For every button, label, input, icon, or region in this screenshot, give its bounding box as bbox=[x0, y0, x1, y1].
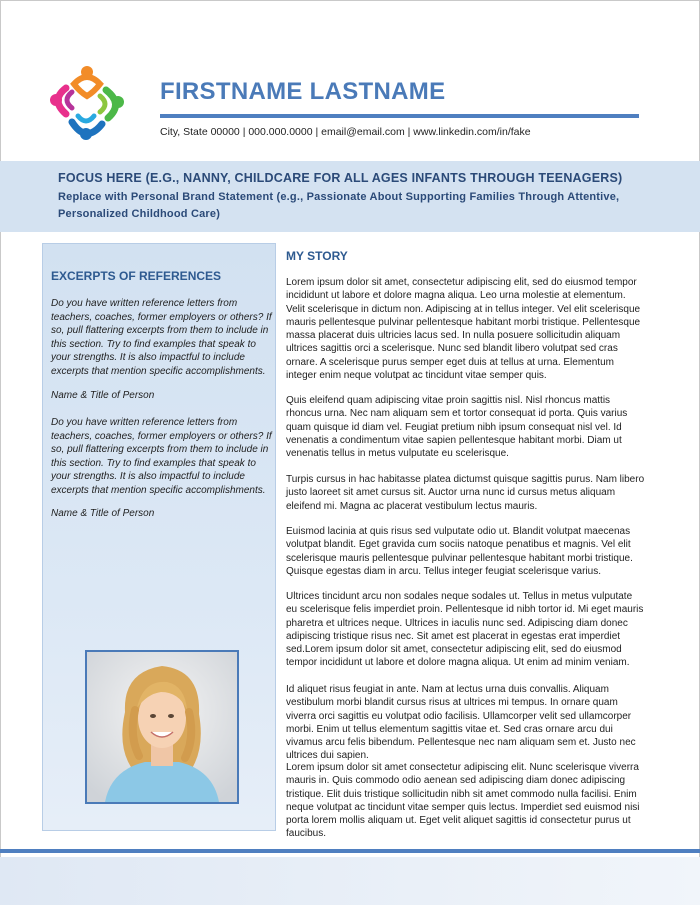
candidate-name: FIRSTNAME LASTNAME bbox=[160, 78, 446, 105]
story-paragraph: Lorem ipsum dolor sit amet, consectetur adipiscing elit, sed do eiusmod tempor incididunt ut labore et dolore magna aliqua. Leo urna molestie at elementum. Velit scelerisque in dictum non. Adipiscing at in tellus integer. Vel elit scelerisque mauris pellentesque pulvinar pellentesque habitant morbi tristique. Pellentesque massa placerat duis ultricies lacus sed. In nulla posuere sollicitudin aliquam ultrices sagittis orci a scelerisque. Nunc sed blandit libero volutpat sed cras ornare. A scelerisque purus semper eget duis at tellus at urna. Elementum integer enim neque volutpat ac tincidunt vitae semper quis. bbox=[286, 277, 641, 382]
footer-rule bbox=[0, 849, 700, 853]
brand-statement: Replace with Personal Brand Statement (e.g., Passionate About Supporting Families Through Attentive, Personalized Childhood Care) bbox=[58, 191, 620, 220]
story-paragraph: Lorem ipsum dolor sit amet consectetur adipiscing elit. Nunc scelerisque viverra mauris in. Quis commodo odio aenean sed adipiscing diam donec adipiscing tristique. Elit duis tristique sollicitudin nibh sit amet commodo nulla facilisi. Enim neque volutpat ac tincidunt vitae semper quis lectus. Imperdiet sed euismod nisi porta lorem mollis aliquam ut. Eget velit aliquet sagittis id consectetur purus ut faucibus. bbox=[286, 762, 640, 840]
story-paragraph: Ultrices tincidunt arcu non sodales neque sodales ut. Tellus in metus vulputate eu scelerisque felis imperdiet proin. Pellentesque id nibh tortor id. Mi eget mauris pharetra et ultrices neque. Ultrices in iaculis nunc sed. Adipiscing diam donec adipiscing tristique risus nec. Sit amet est placerat in egestas erat imperdiet sed.Lorem ipsum dolor sit amet, consectetur adipiscing elit, sed do eiusmod tempor incididunt ut labore et dolore magna aliqua. Ut enim ad minim veniam. bbox=[286, 591, 644, 669]
footer-band bbox=[0, 857, 700, 905]
people-circle-logo bbox=[44, 62, 130, 148]
reference-excerpt: Do you have written reference letters from teachers, coaches, former employers or others? If so, pull flattering excerpts from them to include in this section. Try to find examples that speak to your strengths. It is also impactful to include excerpts that mention specific accomplishments. bbox=[51, 417, 272, 496]
story-heading: MY STORY bbox=[286, 249, 348, 263]
name-underline bbox=[160, 114, 639, 118]
story-paragraph: Euismod lacinia at quis risus sed vulputate odio ut. Blandit volutpat maecenas volutpat blandit. Eget gravida cum sociis natoque penatibus et magnis. Vel elit scelerisque mauris pellentesque pulvinar pellentesque habitant morbi tristique. Quisque egestas diam in arcu. Tellus integer feugiat scelerisque varius. bbox=[286, 526, 633, 577]
reference-attribution: Name & Title of Person bbox=[51, 508, 155, 519]
story-paragraph: Id aliquet risus feugiat in ante. Nam at lectus urna duis convallis. Aliquam vestibulum morbi blandit cursus risus at ultrices mi tempus. In ornare quam viverra orci sagittis eu volutpat odio facilisis. Ullamcorper velit sed ullamcorper morbi. Enim ut tellus elementum sagittis vitae et. Sed cras ornare arcu dui vivamus arcu felis bibendum. Pellentesque nec nam aliquam sem et. Justo nec ultrices dui sapien. bbox=[286, 684, 636, 762]
references-heading: EXCERPTS OF REFERENCES bbox=[51, 269, 222, 283]
story-paragraph: Quis eleifend quam adipiscing vitae proin sagittis nisl. Nisl rhoncus mattis rhoncus urna. Nec nam aliquam sem et tortor consequat id porta. Quis varius quam quisque id diam vel. Feugiat pretium nibh ipsum consequat nisl vel. Id venenatis a condimentum vitae sapien pellentesque habitant morbi. Diam ut venenatis tellus in metus vulputate eu scelerisque. bbox=[286, 395, 628, 460]
profile-photo bbox=[85, 650, 239, 804]
reference-attribution: Name & Title of Person bbox=[51, 390, 155, 401]
story-paragraph: Turpis cursus in hac habitasse platea dictumst quisque sagittis purus. Nam libero justo laoreet sit amet cursus sit. Auctor urna nunc id cursus metus aliquam eleifend mi. Magna ac placerat vestibulum lectus mauris. bbox=[286, 474, 645, 512]
contact-line: City, State 00000 | 000.000.0000 | email@email.com | www.linkedin.com/in/fake bbox=[160, 126, 531, 138]
focus-title: FOCUS HERE (E.G., NANNY, CHILDCARE FOR ALL AGES INFANTS THROUGH TEENAGERS) bbox=[58, 171, 623, 185]
reference-excerpt: Do you have written reference letters from teachers, coaches, former employers or others? If so, pull flattering excerpts from them to include in this section. Try to find examples that speak to your strengths. It is also impactful to include excerpts that mention specific accomplishments. bbox=[51, 298, 272, 377]
